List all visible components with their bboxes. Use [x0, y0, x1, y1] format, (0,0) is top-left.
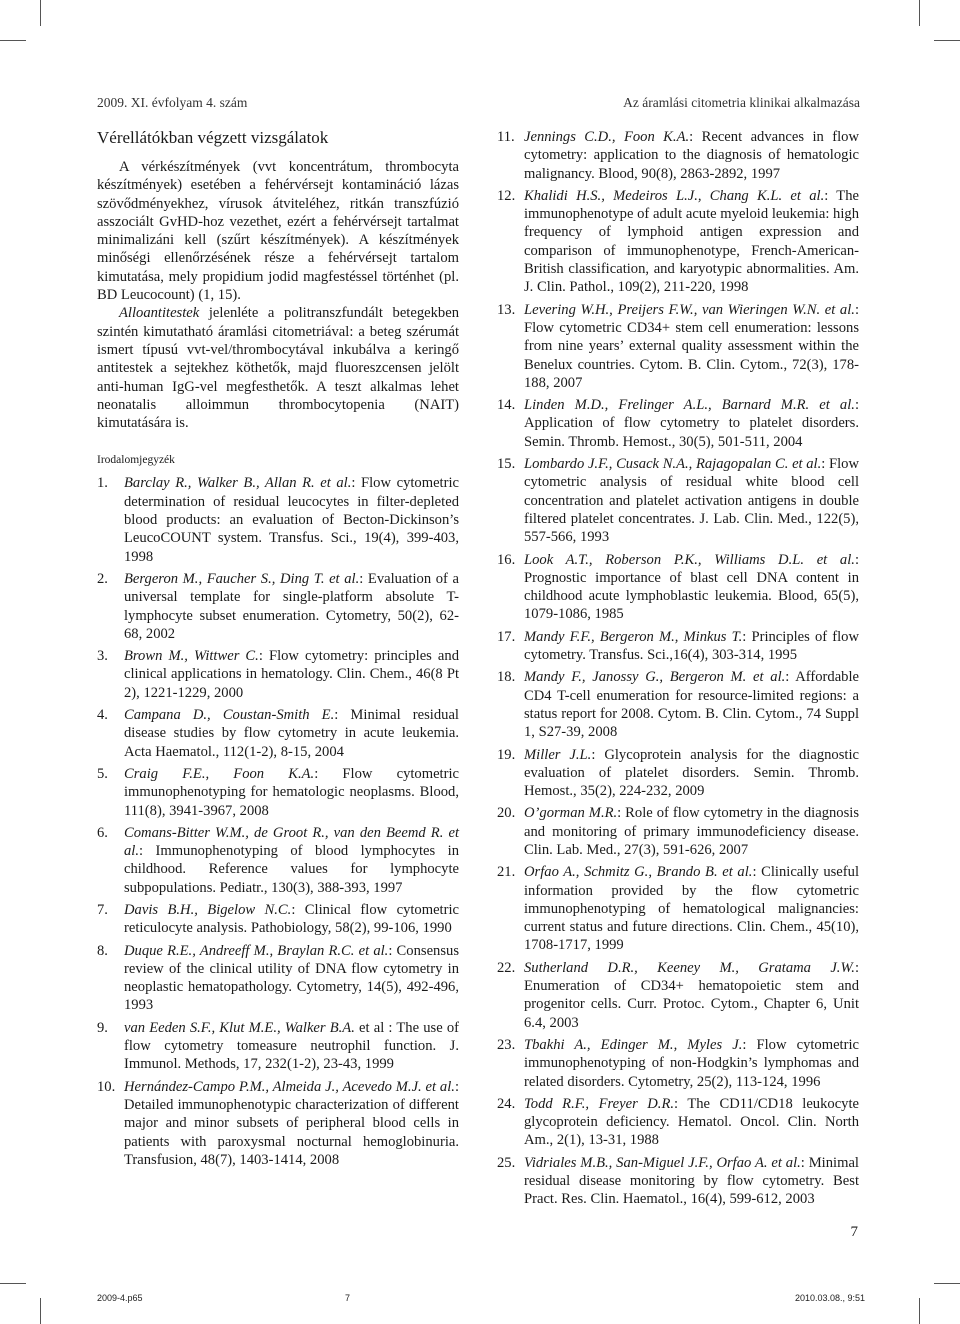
reference-item [497, 746, 859, 801]
reference-number: 17. [497, 628, 516, 645]
paragraph-leukocyte: A vérkészítmények (vvt koncentrátum, thrombocyta készítmények) esetében a fehérvérsejt kontamináció lázas szövődményekhez, vírusok átviteléhez, ritkán transzfúzió asszociált GvHD-hoz vezethet, ezért a fehérvérsejt tartalmat minimalizáni kell (szűrt készítmények). A készítmények minőségi ellenőrzésének része a fehérvérsejt tartalom kimutatása, mely propidium jodid magfestéssel történhet (pl. BD Leucocount) (1, 15). [97, 159, 459, 304]
reference-item [497, 1154, 859, 1209]
reference-list-left [97, 474, 459, 1169]
reference-number: 10. [97, 1078, 116, 1095]
reference-number: 24. [497, 1095, 516, 1112]
crop-mark [934, 1283, 960, 1284]
reference-citation: : Glycoprotein analysis for the diagnostic evaluation of platelet disorders. Semin. Thromb. Hemost., 35(2), 224-232, 2009 [524, 746, 859, 800]
reference-authors: Barclay R., Walker B., Allan R. et al. [124, 475, 352, 492]
footer-page: 7 [345, 1293, 351, 1303]
reference-number: 22. [497, 959, 516, 976]
page-number: 7 [850, 1224, 858, 1240]
reference-authors: van Eeden S.F., Klut M.E., Walker B.A. [124, 1019, 355, 1036]
reference-number: 19. [497, 746, 516, 763]
reference-number: 1. [97, 475, 108, 492]
reference-item [497, 628, 859, 665]
reference-number: 21. [497, 864, 516, 881]
reference-authors: Todd R.F., Freyer D.R. [524, 1095, 675, 1112]
crop-mark [0, 40, 26, 41]
reference-authors: Levering W.H., Preijers F.W., van Wieringen W.N. et al. [524, 301, 855, 318]
reference-item [97, 647, 459, 702]
reference-number: 7. [97, 901, 108, 918]
reference-authors: Linden M.D., Frelinger A.L., Barnard M.R. et al. [524, 397, 855, 414]
reference-item [497, 668, 859, 741]
reference-authors: Sutherland D.R., Keeney M., Gratama J.W. [524, 959, 855, 976]
reference-number: 16. [497, 551, 516, 568]
reference-citation: : Flow cytometry: principles and clinical applications in hematology. Clin. Chem., 46(8 Pt 2), 1221-1229, 2000 [124, 648, 459, 701]
crop-mark [40, 0, 41, 26]
reference-authors: Lombardo J.F., Cusack N.A., Rajagopalan C. et al. [524, 456, 822, 473]
reference-citation: : Role of flow cytometry in the diagnosis and monitoring of primary immunodeficiency disease. Clin. Lab. Med., 27(3), 591-626, 2007 [524, 805, 859, 858]
reference-citation: : Flow cytometric analysis of residual white blood cell concentration and platelet activation antigens in double filtered platelet concentrates. J. Lab. Clin. Med., 122(5), 557-566, 1993 [524, 456, 859, 546]
reference-citation: : Minimal residual disease studies by flow cytometry in acute leukemia. Acta Haematol., 112(1-2), 8-15, 2004 [124, 707, 459, 760]
reference-authors: Vidriales M.B., San-Miguel J.F., Orfao A. et al. [524, 1154, 801, 1171]
reference-item [97, 474, 459, 565]
reference-authors: O’gorman M.R. [524, 805, 618, 822]
reference-citation: : Affordable CD4 T-cell enumeration for resource-limited regions: a status report for 2008. Cytom. B. Clin. Cytom., 74 Suppl 1, S27-39, 2008 [524, 669, 860, 741]
reference-citation: : Evaluation of a universal template for single-platform absolute T-lymphocyte subset enumeration. Cytometry, 50(2), 62-68, 2002 [124, 570, 459, 642]
crop-mark [0, 1283, 26, 1284]
reference-authors: Miller J.L. [524, 746, 592, 763]
reference-citation: : Minimal residual disease monitoring by flow cytometry. Best Pract. Res. Clin. Haematol., 16(4), 599-612, 2003 [524, 1154, 859, 1208]
reference-authors: Davis B.H., Bigelow N.C. [124, 901, 292, 918]
footer-file: 2009-4.p65 [97, 1293, 143, 1303]
running-header-right: Az áramlási citometria klinikai alkalmazása [623, 95, 860, 110]
reference-citation: : Detailed immunophenotypic characterization of different major and minor subsets of peripheral blood cells in patients with paroxysmal nocturnal hemoglobinuria. Transfusion, 48(7), 1403-1414, 2008 [124, 1078, 459, 1168]
reference-item [97, 1078, 459, 1169]
crop-mark [919, 0, 920, 26]
reference-authors: Jennings C.D., Foon K.A. [524, 129, 690, 145]
reference-item [497, 455, 859, 546]
reference-authors: Brown M., Wittwer C. [124, 648, 259, 665]
reference-authors: Bergeron M., Faucher S., Ding T. et al. [124, 570, 360, 587]
running-header-left: 2009. XI. évfolyam 4. szám [97, 95, 248, 110]
reference-authors: Duque R.E., Andreeff M., Braylan R.C. et al. [124, 942, 389, 959]
reference-number: 8. [97, 942, 108, 959]
reference-number: 20. [497, 805, 516, 822]
reference-authors: Mandy F.F., Bergeron M., Minkus T. [524, 628, 743, 645]
crop-mark [40, 1298, 41, 1324]
reference-item [97, 942, 459, 1015]
reference-citation: : Enumeration of CD34+ hematopoietic stem and progenitor cells. Curr. Protoc. Cytom., Chapter 6, Unit 6.4, 2003 [524, 959, 859, 1031]
reference-citation: : Flow cytometric immunophenotyping of non-Hodgkin’s lymphomas and related disorders. Cytometry, 25(2), 113-124, 1996 [524, 1036, 859, 1090]
reference-authors: Orfao A., Schmitz G., Brando B. et al. [524, 864, 753, 881]
reference-number: 6. [97, 824, 108, 841]
reference-citation: et al : The use of flow cytometry tomeasure neutrophil function. J. Immunol. Methods, 17, 232(1-2), 23-43, 1999 [124, 1019, 459, 1073]
reference-number: 9. [97, 1019, 108, 1036]
reference-item [97, 765, 459, 820]
reference-number: 5. [97, 765, 108, 782]
reference-number: 4. [97, 707, 108, 724]
reference-number: 18. [497, 669, 516, 686]
reference-authors: Hernández-Campo P.M., Almeida J., Acevedo M.J. et al. [124, 1078, 455, 1095]
reference-authors: Comans-Bitter W.M., de Groot R., van den Beemd R. et al. [124, 824, 459, 860]
reference-number: 11. [497, 129, 515, 145]
reference-item [497, 128, 859, 183]
reference-item [97, 901, 459, 938]
references-heading: Irodalomjegyzék [97, 454, 175, 467]
reference-number: 25. [497, 1154, 516, 1171]
reference-number: 23. [497, 1036, 516, 1053]
paragraph-lead-term: Alloantitestek [119, 305, 200, 322]
reference-item [497, 959, 859, 1032]
reference-item [497, 1036, 859, 1091]
reference-item [497, 187, 859, 297]
reference-item [497, 1095, 859, 1150]
reference-item [497, 863, 859, 954]
reference-number: 15. [497, 456, 516, 473]
reference-number: 12. [497, 187, 516, 204]
reference-citation: : Application of flow cytometry to platelet disorders. Semin. Thromb. Hemost., 30(5), 501-511, 2004 [524, 397, 859, 450]
reference-item [97, 1019, 459, 1074]
reference-number: 3. [97, 648, 108, 665]
reference-citation: : Flow cytometric immunophenotyping for hematologic neoplasms. Blood, 111(8), 3941-3967, 2008 [124, 765, 459, 819]
reference-citation: : Prognostic importance of blast cell DNA content in childhood acute lymphoblastic leukemia. Blood, 65(5), 1079-1086, 1985 [524, 551, 859, 623]
reference-authors: Look A.T., Roberson P.K., Williams D.L. et al. [524, 551, 855, 568]
reference-citation: : Principles of flow cytometry. Transfus. Sci.,16(4), 303-314, 1995 [524, 628, 859, 664]
reference-number: 13. [497, 301, 516, 318]
reference-item [97, 706, 459, 761]
reference-citation: : The CD11/CD18 leukocyte glycoprotein deficiency. Hematol. Oncol. Clin. North Am., 2(1), 13-31, 1988 [524, 1095, 860, 1149]
reference-number: 2. [97, 570, 108, 587]
reference-item [497, 301, 859, 392]
reference-item [497, 551, 859, 624]
reference-citation: : Flow cytometric CD34+ stem cell enumeration: lessons from nine years’ external quality assessment within the Benelux countries. Cytom. B. Clin. Cytom., 72(3), 178-188, 2007 [524, 301, 859, 391]
footer-timestamp: 2010.03.08., 9:51 [795, 1293, 866, 1303]
reference-citation: : Clinical flow cytometric reticulocyte analysis. Pathobiology, 58(2), 99-106, 1990 [124, 901, 459, 937]
crop-mark [934, 40, 960, 41]
reference-authors: Tbakhi A., Edinger M., Myles J. [524, 1036, 743, 1053]
reference-citation: : Clinically useful information provided by the flow cytometric immunophenotyping of hematological malignancies: current status and future directions. Clin. Chem., 45(10), 1708-1717, 1999 [524, 864, 859, 954]
reference-citation: : The immunophenotype of adult acute myeloid leukemia: high frequency of lymphoid antigen expression and comparison of immunophenotype, French-American-British classification, and karyotypic abnormalities. Am. J. Clin. Pathol., 109(2), 211-220, 1998 [524, 187, 859, 296]
reference-item [97, 570, 459, 643]
reference-item [497, 396, 859, 451]
left-column [97, 128, 459, 1173]
reference-authors: Campana D., Coustan-Smith E. [124, 707, 335, 724]
crop-mark [919, 1298, 920, 1324]
paragraph-alloantibody [97, 304, 459, 432]
paragraph-body: jelenléte a politranszfundált betegekben szintén kimutatható áramlási citometriával: a beteg szérumát ismert típusú vvt-vel/thrombocytával inkubálva a keringő antitestek a sejtekhez köthetők, majd fluoreszcensen jelölt anti-human IgG-vel megfesthetők. A teszt alkalmas lehet neonatalis alloimmun thrombocytopenia (NAIT) kimutatására is. [97, 305, 459, 432]
section-title: Vérellátókban végzett vizsgálatok [97, 128, 329, 147]
reference-item [497, 804, 859, 859]
right-column [497, 128, 859, 1213]
reference-authors: Craig F.E., Foon K.A. [124, 765, 315, 782]
reference-citation: : Immunophenotyping of blood lymphocytes in childhood. Reference values for lymphocyte subpopulations. Pediatr., 130(3), 388-393, 1997 [124, 843, 459, 896]
reference-citation: : Recent advances in flow cytometry: application to the diagnosis of hematologic malignancy. Blood, 90(8), 2863-2892, 1997 [524, 129, 860, 182]
reference-citation: : Consensus review of the clinical utility of DNA flow cytometry in neoplastic hematopathology. Cytometry, 14(5), 492-496, 1993 [124, 942, 459, 1014]
reference-list-right [497, 128, 859, 1209]
reference-number: 14. [497, 397, 516, 414]
reference-authors: Khalidi H.S., Medeiros L.J., Chang K.L. et al. [524, 187, 825, 204]
reference-authors: Mandy F., Janossy G., Bergeron M. et al. [524, 669, 786, 686]
reference-citation: : Flow cytometric determination of residual leucocytes in filter-depleted blood products: an evaluation of Becton-Dickinson’s LeucoCOUNT system. Transfus. Sci., 19(4), 399-403, 1998 [124, 475, 459, 565]
reference-item [97, 824, 459, 897]
